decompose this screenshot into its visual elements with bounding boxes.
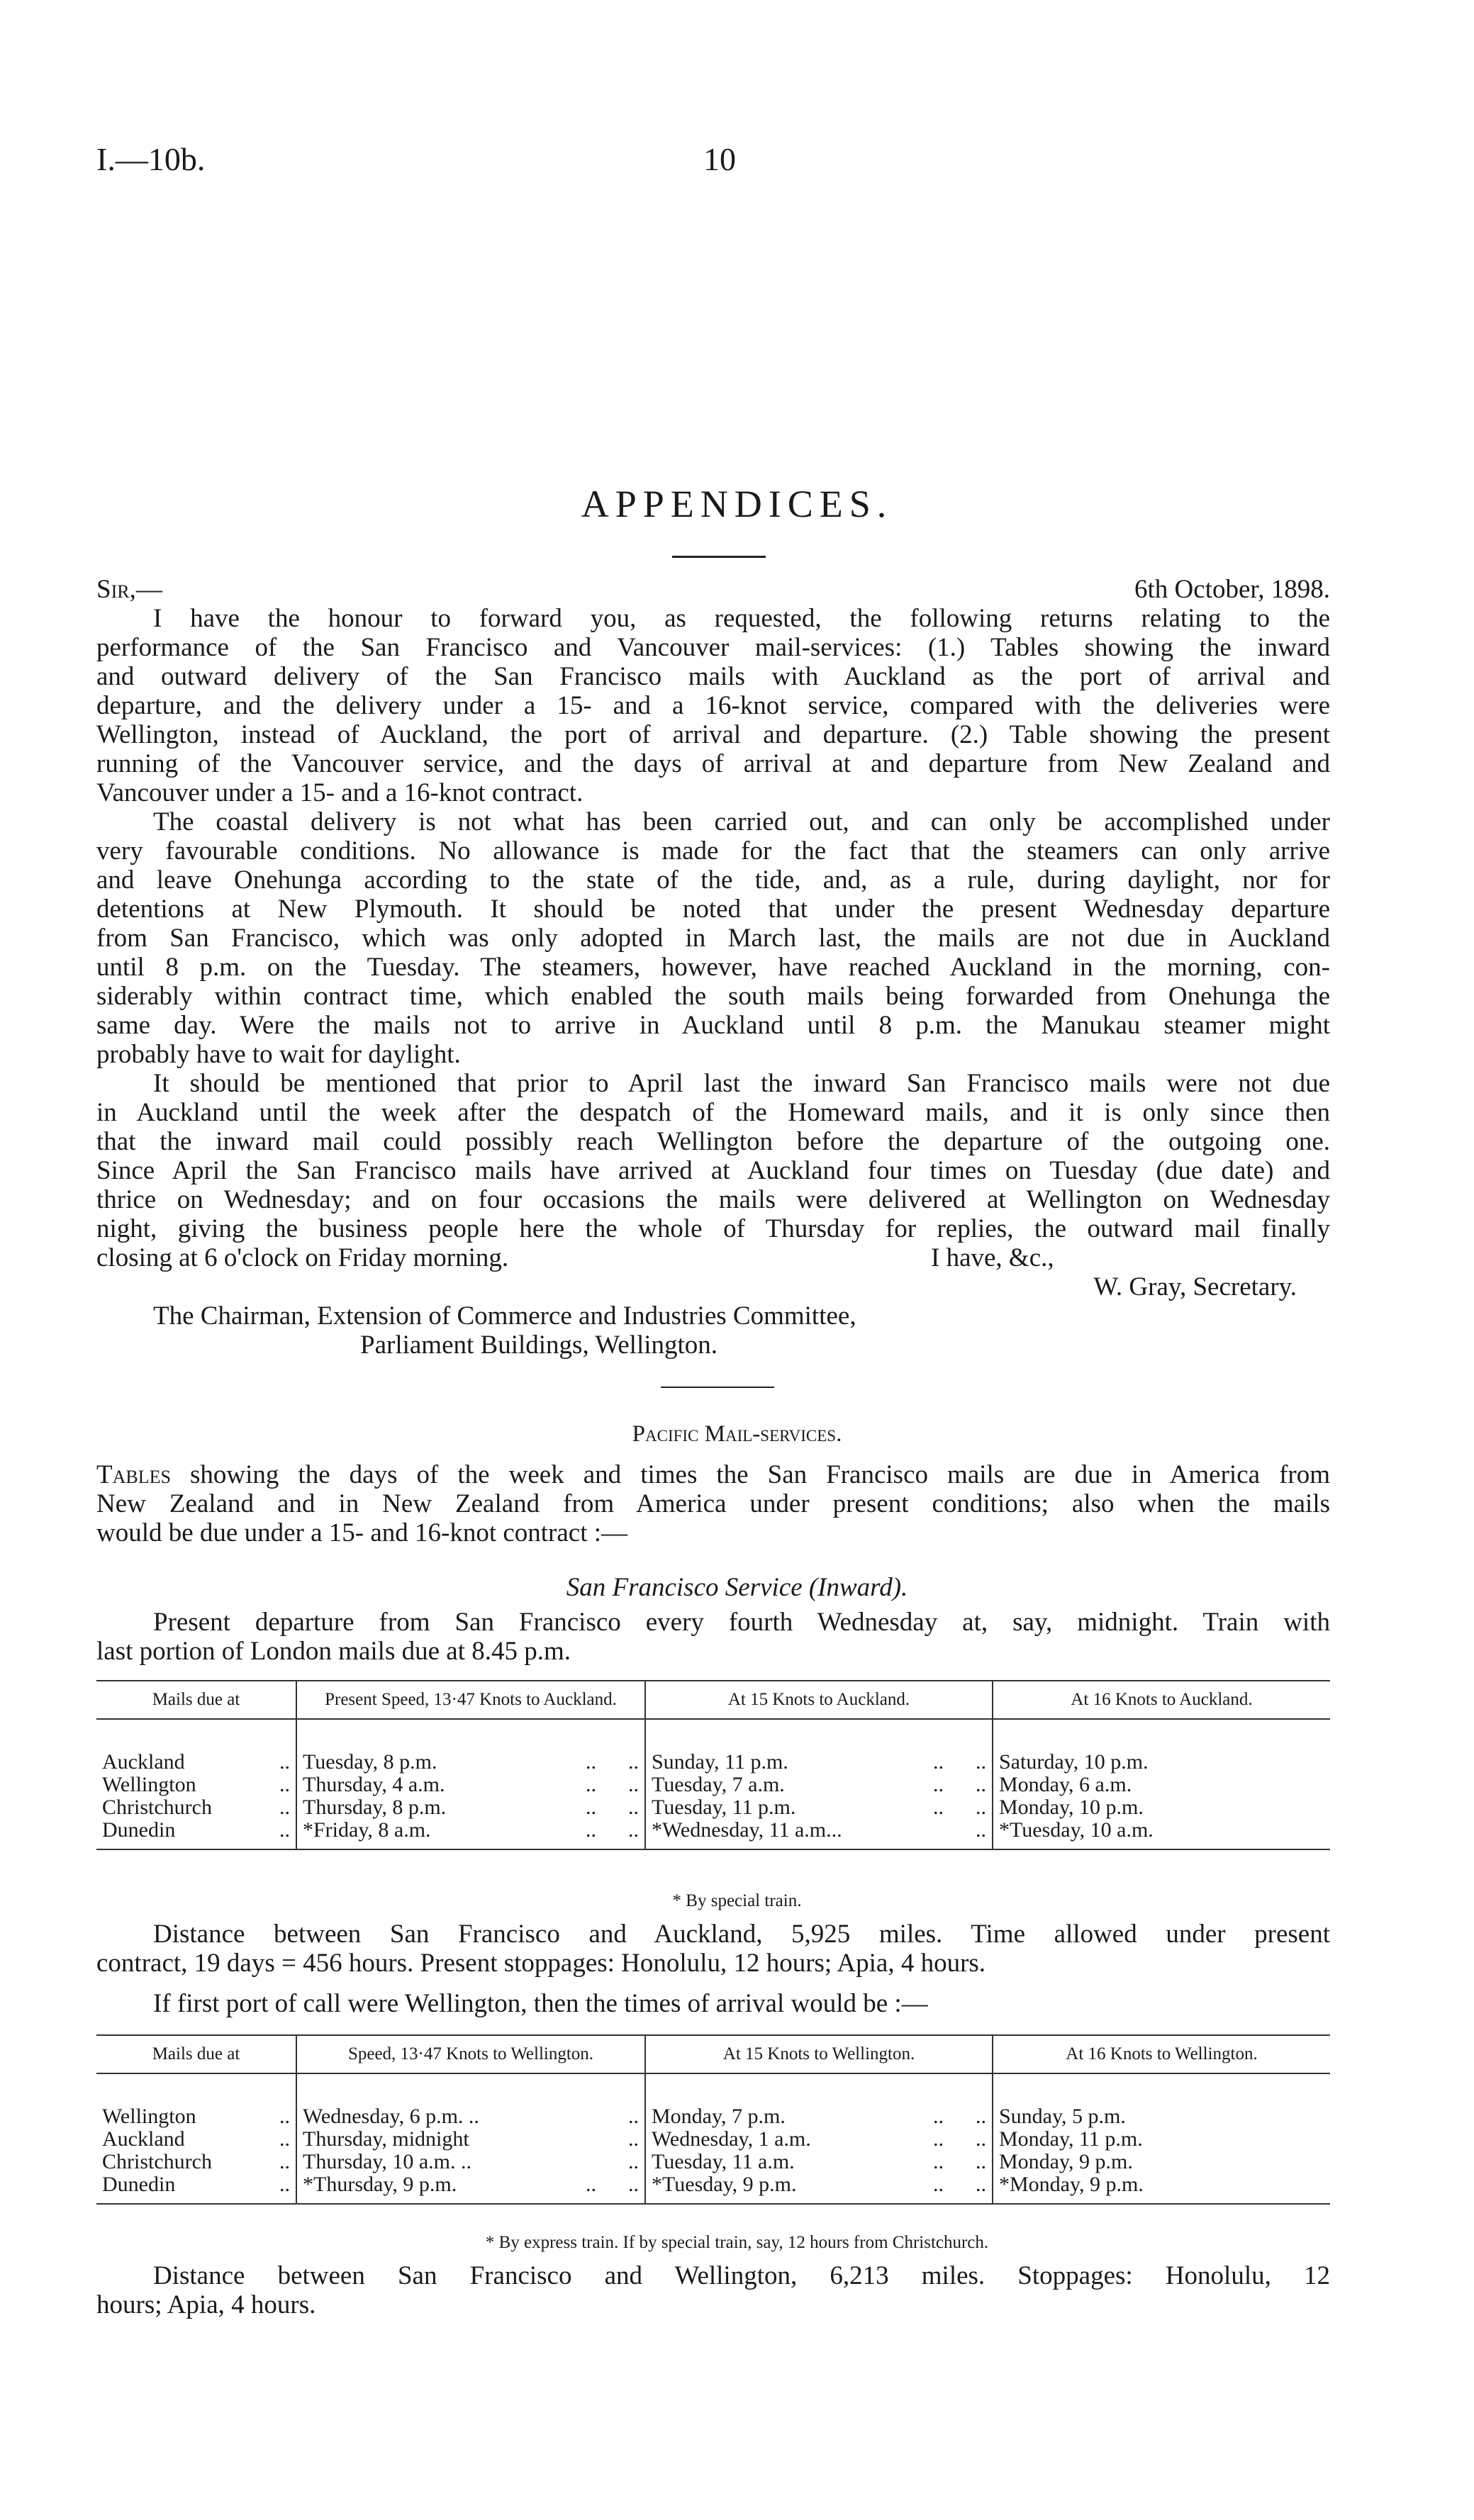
table2-footnote: * By express train. If by special train, say, 12 hours from Christchurch. [485,2233,989,2252]
intro-line: would be due under a 15- and 16-knot contract :— [96,1518,628,1547]
letter-line: night, giving the business people here the whole of Thursday for replies, the outward mail finally [96,1214,1330,1243]
distance-paragraph-2 [96,2261,1330,2319]
letter-line: Vancouver under a 15- and a 16-knot contract. [96,778,584,807]
distance-line: Distance between San Francisco and Wellington, 6,213 miles. Stoppages: Honolulu, 12 [153,2261,1330,2290]
letter-line: performance of the San Francisco and Vancouver mail-services: (1.) Tables showing the inward [96,633,1330,662]
letter-line: until 8 p.m. on the Tuesday. The steamers, however, have reached Auckland in the morning, con- [96,953,1330,982]
letter-line: detentions at New Plymouth. It should be noted that under the present Wednesday departure [96,895,1330,924]
table-header-row [96,1681,1330,1719]
inward-auckland-table [96,1680,1330,1850]
col-header: Present Speed, 13·47 Knots to Auckland. [296,1681,645,1719]
letter-line: thrice on Wednesday; and on four occasions the mails were delivered at Wellington on Wednesday [96,1185,1330,1214]
letter-line: departure, and the delivery under a 15- and a 16-knot service, compared with the deliveries were [96,691,1330,720]
table-row: Wellington .. Thursday, 4 a.m. .. .. Tuesday, 7 a.m. .. .. Monday, 6 a.m. [96,1774,1330,1796]
letter-line: I have the honour to forward you, as requested, the following returns relating to the [153,604,1330,633]
table-header-row [96,2035,1330,2073]
departure-line: last portion of London mails due at 8.45 p.m. [96,1637,571,1666]
col-header: At 16 Knots to Auckland. [993,1681,1330,1719]
table-row: Christchurch .. Thursday, 10 a.m. .. .. Tuesday, 11 a.m. .. .. Monday, 9 p.m. [96,2151,1330,2173]
intro-line: New Zealand and in New Zealand from America under present conditions; also when the mails [96,1489,1330,1518]
intro-lead: Tables [96,1460,171,1489]
letter-line: running of the Vancouver service, and the days of arrival at and departure from New Zealand and [96,749,1330,778]
distance-paragraph-1 [96,1920,1330,1978]
i-have: I have, &c., [931,1243,1054,1272]
letter-body [96,604,1330,1360]
letter-line: in Auckland until the week after the despatch of the Homeward mails, and it is only since then [96,1098,1330,1127]
table-row: Dunedin .. *Thursday, 9 p.m. .. .. *Tuesday, 9 p.m. .. .. *Monday, 9 p.m. [96,2173,1330,2204]
signature: W. Gray, Secretary. [1093,1272,1297,1301]
wellington-intro: If first port of call were Wellington, then the times of arrival would be :— [153,1989,928,2018]
table-row: Auckland .. Thursday, midnight .. Wednesday, 1 a.m. .. .. Monday, 11 p.m. [96,2128,1330,2151]
col-header: Mails due at [96,1681,296,1719]
service-subheading: San Francisco Service (Inward). [566,1573,908,1602]
salutation: Sir,— [96,575,162,604]
table-row: Christchurch .. Thursday, 8 p.m. .. .. Tuesday, 11 p.m. .. .. Monday, 10 p.m. [96,1796,1330,1819]
col-header: Mails due at [96,2035,296,2073]
appendices-title: APPENDICES. [581,483,893,525]
departure-paragraph [96,1608,1330,1666]
letter-line: It should be mentioned that prior to April last the inward San Francisco mails were not due [153,1069,1330,1098]
col-header: At 16 Knots to Wellington. [993,2035,1330,2073]
letter-line: The coastal delivery is not what has been carried out, and can only be accomplished under [153,807,1330,836]
letter-line: and outward delivery of the San Francisco mails with Auckland as the port of arrival and [96,662,1330,691]
wellington-table [96,2034,1330,2205]
distance-line: Distance between San Francisco and Auckland, 5,925 miles. Time allowed under present [153,1920,1330,1949]
letter-line: from San Francisco, which was only adopted in March last, the mails are not due in Auckland [96,924,1330,953]
section-rule [661,1387,774,1388]
letter-line: that the inward mail could possibly reach Wellington before the departure of the outgoing one. [96,1127,1330,1156]
table1-footnote: * By special train. [672,1891,802,1910]
pacific-heading: Pacific Mail-services. [632,1421,842,1447]
table-row: Dunedin .. *Friday, 8 a.m. .. .. *Wednesday, 11 a.m... .. *Tuesday, 10 a.m. [96,1819,1330,1849]
table-row: Auckland .. Tuesday, 8 p.m. .. .. Sunday, 11 p.m. .. .. Saturday, 10 p.m. [96,1751,1330,1774]
departure-line: Present departure from San Francisco every fourth Wednesday at, say, midnight. Train with [153,1608,1330,1637]
title-rule [672,556,766,558]
letter-line: Since April the San Francisco mails have arrived at Auckland four times on Tuesday (due date) and [96,1156,1330,1185]
letter-line: probably have to wait for daylight. [96,1040,461,1069]
addressee-line-1: The Chairman, Extension of Commerce and Industries Committee, [153,1301,856,1331]
letter-line: and leave Onehunga according to the state of the tide, and, as a rule, during daylight, nor for [96,866,1330,895]
letter-line: same day. Were the mails not to arrive in Auckland until 8 p.m. the Manukau steamer might [96,1011,1330,1040]
closing-line: closing at 6 o'clock on Friday morning. [96,1243,509,1272]
addressee-line-2: Parliament Buildings, Wellington. [360,1331,718,1360]
signature-row [96,1272,1330,1301]
table-row: Wellington .. Wednesday, 6 p.m. .. .. Monday, 7 p.m. .. .. Sunday, 5 p.m. [96,2105,1330,2128]
col-header: Speed, 13·47 Knots to Wellington. [296,2035,645,2073]
letter-line: siderably within contract time, which enabled the south mails being forwarded from Onehunga the [96,982,1330,1011]
col-header: At 15 Knots to Auckland. [645,1681,993,1719]
distance-line: hours; Apia, 4 hours. [96,2290,316,2319]
distance-line: contract, 19 days = 456 hours. Present stoppages: Honolulu, 12 hours; Apia, 4 hours. [96,1949,986,1978]
page-number: 10 [703,141,736,177]
col-header: At 15 Knots to Wellington. [645,2035,993,2073]
document-reference: I.—10b. [96,141,206,177]
letter-line: very favourable conditions. No allowance is made for the fact that the steamers can only arrive [96,836,1330,866]
closing-row [96,1243,1330,1272]
intro-line: Tables showing the days of the week and times the San Francisco mails are due in America from [96,1460,1331,1489]
letter-date: 6th October, 1898. [1134,575,1330,604]
letter-line: Wellington, instead of Auckland, the port of arrival and departure. (2.) Table showing the present [96,720,1330,749]
pacific-intro [96,1460,1330,1547]
